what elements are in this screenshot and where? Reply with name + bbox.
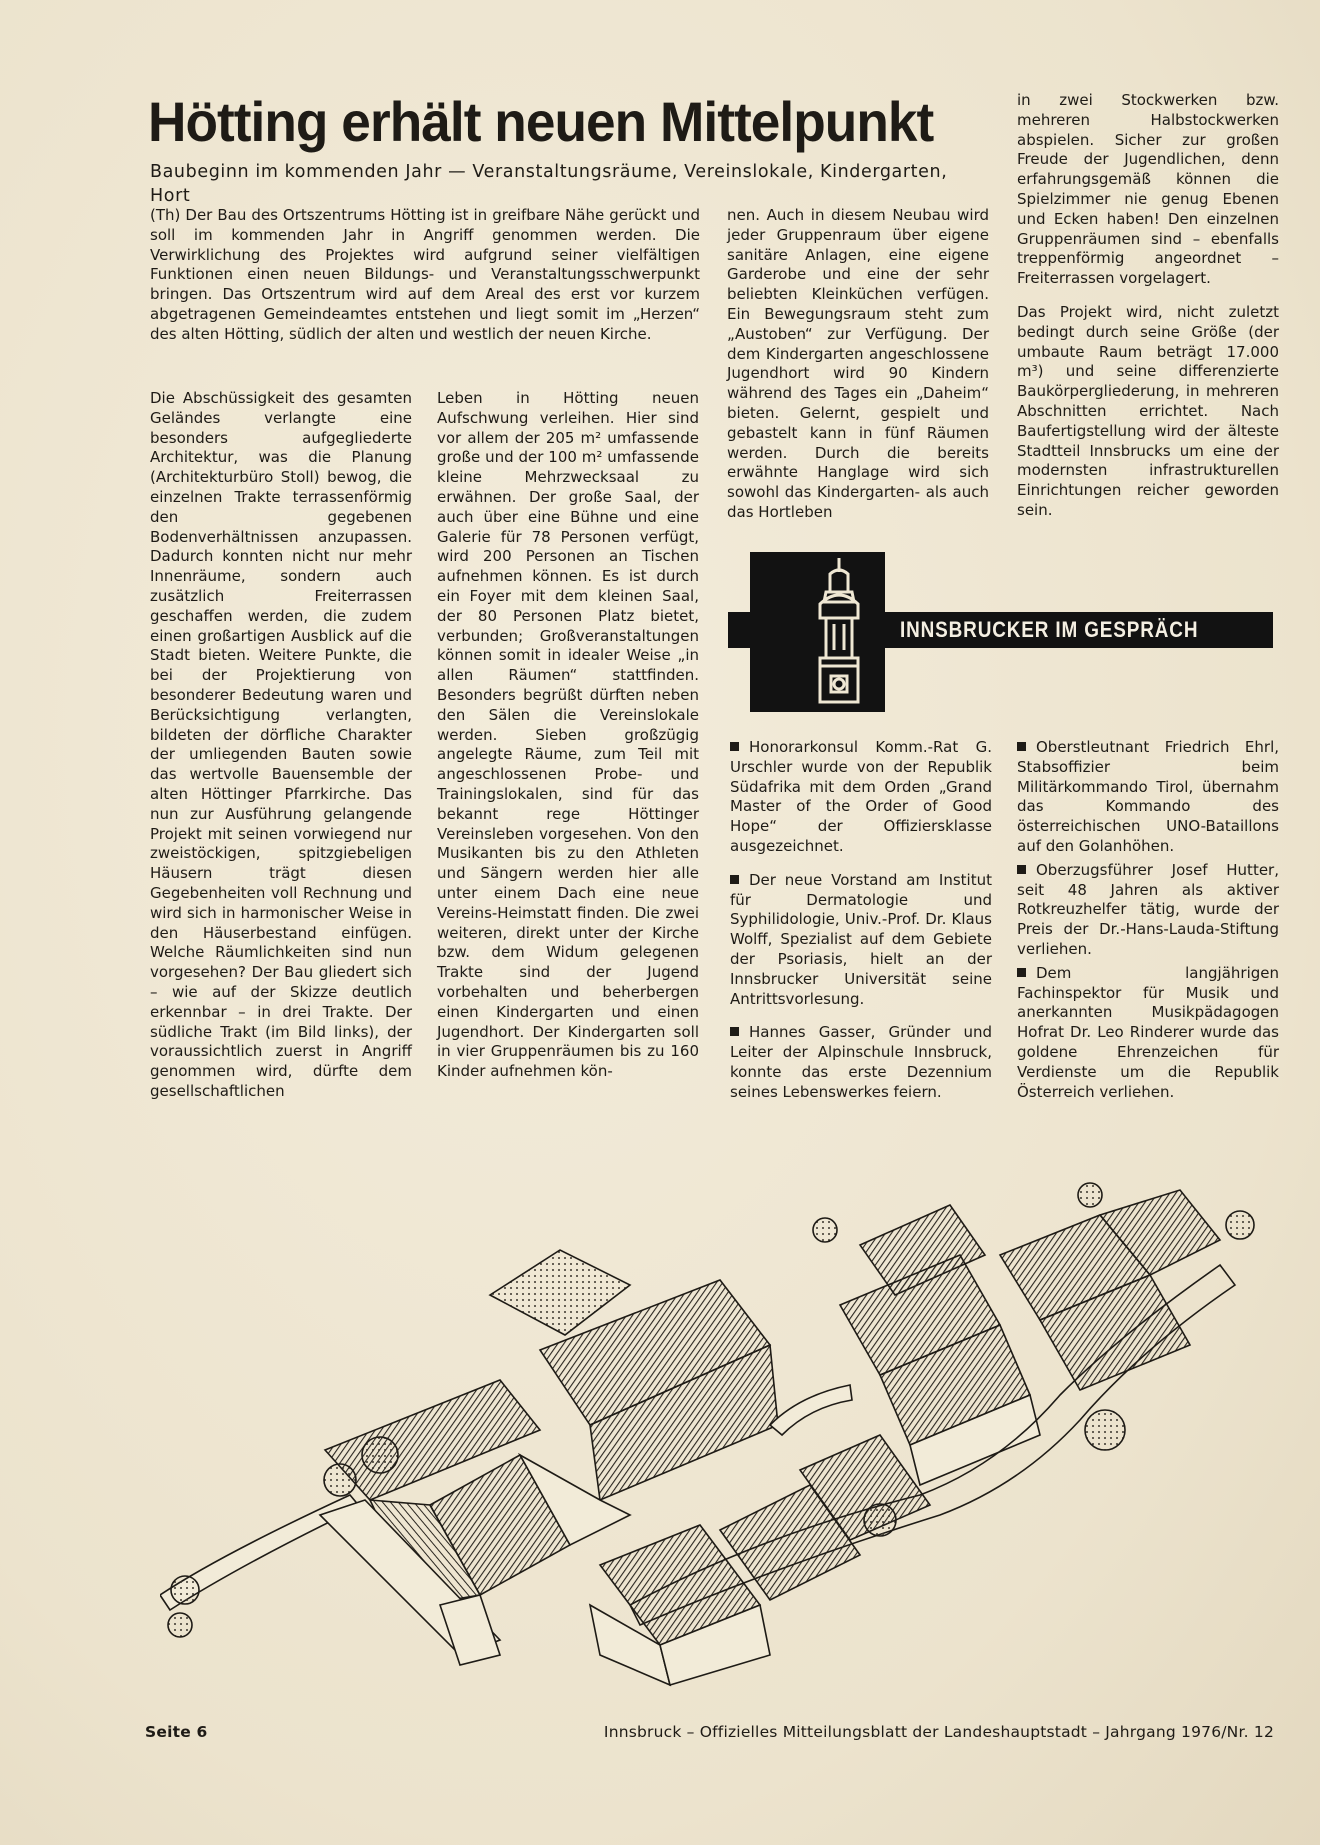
bullet-square-icon [1017, 742, 1026, 751]
publication-line: Innsbruck – Offizielles Mitteilungsblatt der Landeshauptstadt – Jahrgang 1976/Nr. 12 [603, 1723, 1274, 1741]
article-column-4 [1017, 91, 1279, 531]
bullet-square-icon [1017, 865, 1026, 874]
article-column-4-para-2: Das Projekt wird, nicht zuletzt bedingt durch seine Größe (der umbaute Raum beträgt 17.000 m³) und seine differenzierte Baukörpergliederung, in mehreren Abschnitten errichtet. Nach Baufertigstellung wird der älteste Stadtteil Innsbrucks um eine der modernsten infrastrukturellen Einrichtungen reicher geworden sein. [1017, 302, 1279, 519]
news-item: Dem langjährigen Fachinspektor für Musik und anerkannten Musikpädagogen Hofrat Dr. Leo Rinderer wurde das goldene Ehrenzeichen für Verdienste um die Republik Österreich verliehen. [1017, 963, 1279, 1101]
section-logo [750, 552, 885, 712]
tower-icon [750, 552, 885, 712]
bullet-square-icon [730, 742, 739, 751]
bullet-square-icon [730, 1027, 739, 1036]
news-item: Der neue Vorstand am Institut für Dermatologie und Syphilidologie, Univ.-Prof. Dr. Klaus Wolff, Spezialist auf dem Gebiete der Psoriasis, hielt an der Innsbrucker Universität seine Antrittsvorlesung. [730, 870, 992, 1008]
article-column-1: Die Abschüssigkeit des gesamten Geländes verlangte eine besonders aufgegliederte Architektur, was die Planung (Architekturbüro Stoll) bewog, die einzelnen Trakte terrassenförmig den gegebenen Bodenverhältnissen anzupassen. Dadurch konnten nicht nur mehr Innenräume, sondern auch zusätzlich Freiterrassen geschaffen werden, die zudem einen großartigen Ausblick auf die Stadt bieten. Weitere Punkte, die bei der Projektierung von besonderer Bedeutung waren und Berücksichtigung verlangten, bildeten der dörfliche Charakter der umliegenden Bauten sowie das wertvolle Bauensemble der alten Höttinger Pfarrkirche. Das nun zur Ausführung gelangende Projekt mit seinen vorwiegend nur zweistöckigen, spitzgiebeligen Häusern trägt diesen Gegebenheiten voll Rechnung und wird sich in harmonischer Weise in den Häuserbestand einfügen. Welche Räumlichkeiten sind nun vorgesehen? Der Bau gliedert sich – wie auf der Skizze deutlich erkennbar – in drei Trakte. Der südliche Trakt (im Bild links), der voraussichtlich zuerst in Angriff genommen wird, dürfte dem gesellschaftlichen [150, 389, 412, 1100]
bullet-square-icon [1017, 968, 1026, 977]
news-item: Hannes Gasser, Gründer und Leiter der Alpinschule Innsbruck, konnte das erste Dezennium seines Lebenswerkes feiern. [730, 1023, 992, 1101]
news-column-right [1017, 738, 1279, 1116]
page-number: Seite 6 [145, 1723, 208, 1741]
subheadline: Baubeginn im kommenden Jahr — Veranstaltungsräume, Vereinslokale, Kindergarten, Hort [150, 162, 948, 206]
article-column-2: Leben in Hötting neuen Aufschwung verleihen. Hier sind vor allem der 205 m² umfassende große und der 100 m² umfassende kleine Mehrzwecksaal zu erwähnen. Der große Saal, der auch über eine Bühne und eine Galerie für 78 Personen verfügt, wird 200 Personen an Tischen aufnehmen können. Es ist durch ein Foyer mit dem kleinen Saal, der 80 Personen Platz bietet, verbunden; Großveranstaltungen können somit in idealer Weise „in allen Räumen“ stattfinden. Besonders begrüßt dürften neben den Sälen die Vereinslokale werden. Sieben großzügig angelegte Räume, zum Teil mit angeschlossenen Probe- und Trainingslokalen, sind für das bekannt rege Höttinger Vereinsleben vorgesehen. Von den Musikanten bis zu den Athleten und Sängern werden hier alle unter einem Dach eine neue Vereins-Heimstatt finden. Die zwei weiteren, direkt unter der Kirche bzw. dem Widum gelegenen Trakte sind der Jugend vorbehalten und beherbergen einen Kindergarten und einen Jugendhort. Der Kindergarten soll in vier Gruppenräumen bis zu 160 Kinder aufnehmen kön- [437, 389, 699, 1081]
bullet-square-icon [730, 875, 739, 884]
article-intro: (Th) Der Bau des Ortszentrums Hötting ist in greifbare Nähe gerückt und soll im kommenden Jahr in Angriff genommen werden. Die Verwirklichung des Projektes wird aufgrund seiner vielfältigen Funktionen einen neuen Bildungs- und Veranstaltungsschwerpunkt bringen. Das Ortszentrum wird auf dem Areal des erst vor kurzem abgetragenen Gemeindeamtes entstehen und liegt somit im „Herzen“ des alten Hötting, südlich der alten und westlich der neuen Kirche. [150, 206, 700, 343]
news-item: Honorarkonsul Komm.-Rat G. Urschler wurde von der Republik Südafrika mit dem Orden „Grand Master of the Order of Good Hope“ der Offiziersklasse ausgezeichnet. [730, 738, 992, 855]
news-item: Oberzugsführer Josef Hutter, seit 48 Jahren als aktiver Rotkreuzhelfer tätig, wurde der Preis der Dr.-Hans-Lauda-Stiftung verliehen. [1017, 860, 1279, 958]
architectural-sketch [160, 1135, 1310, 1695]
news-item: Oberstleutnant Friedrich Ehrl, Stabsoffizier beim Militärkommando Tirol, übernahm das Kommando des österreichischen UNO-Bataillons auf den Golanhöhen. [1017, 738, 1279, 855]
headline: Hötting erhält neuen Mittelpunkt [148, 90, 934, 153]
section-title: INNSBRUCKER IM GESPRÄCH [900, 617, 1199, 642]
article-column-4-para-1: in zwei Stockwerken bzw. mehreren Halbstockwerken abspielen. Sicher zur großen Freude der Jugendlichen, denn erfahrungsgemäß können die Spielzimmer nie genug Ebenen und Ecken haben! Den einzelnen Gruppenräumen sind – ebenfalls treppenförmig angeordnet – Freiterrassen vorgelagert. [1017, 91, 1279, 288]
news-column-left [730, 738, 992, 1117]
article-column-3: nen. Auch in diesem Neubau wird jeder Gruppenraum über eigene sanitäre Anlagen, eine eigene Garderobe und eine der sehr beliebten Kleinküchen verfügen. Ein Bewegungsraum steht zum „Austoben“ zur Verfügung. Der dem Kindergarten angeschlossene Jugendhort wird 90 Kindern während des Tages ein „Daheim“ bieten. Gelernt, gespielt und gebastelt kann in fünf Räumen werden. Durch die bereits erwähnte Hanglage wird sich sowohl das Kindergarten- als auch das Hortleben [727, 206, 989, 521]
